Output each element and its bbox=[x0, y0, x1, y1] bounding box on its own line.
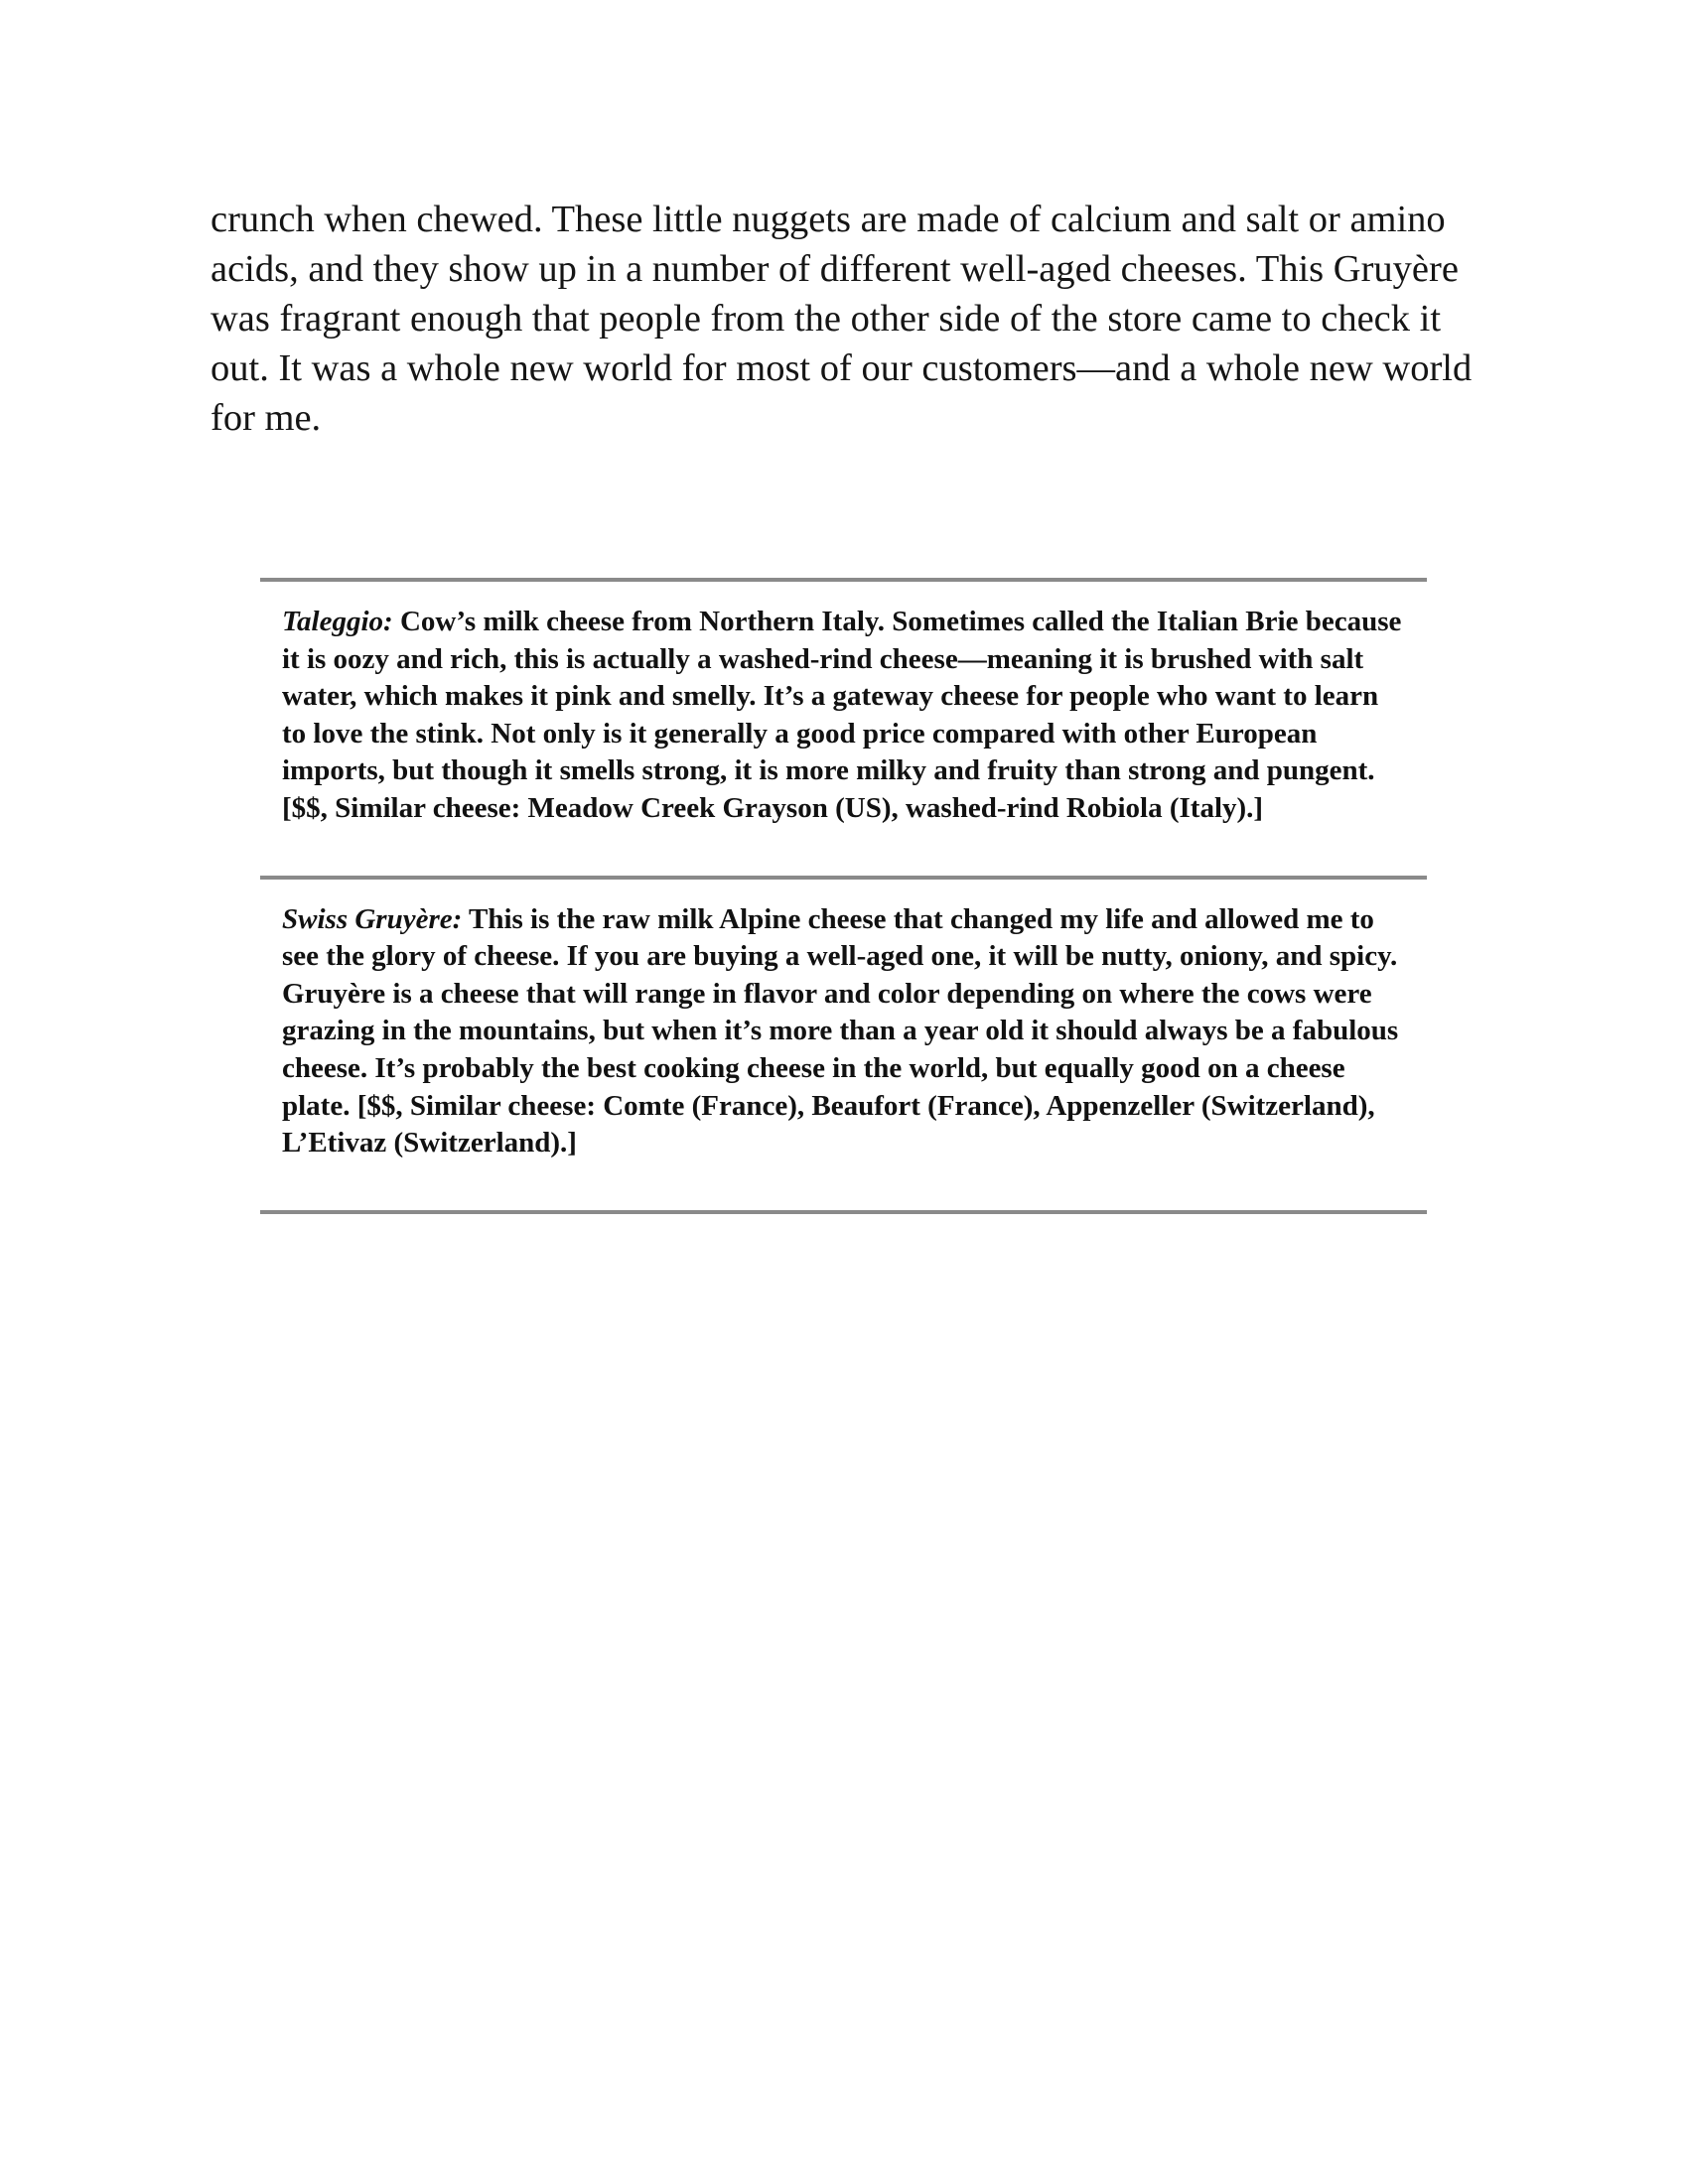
cheese-entry-taleggio bbox=[260, 582, 1427, 876]
sidebar-bottom-rule bbox=[260, 1210, 1427, 1214]
body-paragraph: crunch when chewed. These little nuggets are made of calcium and salt or amino acids, and they show up in a number of different well-aged cheeses. This Gruyère was fragrant enough that people from the other side of the store came to check it out. It was a whole new world for most of our customers—and a whole new world for me. bbox=[211, 199, 1473, 439]
cheese-name: Swiss Gruyère: bbox=[282, 902, 463, 935]
cheese-description: Cow’s milk cheese from Northern Italy. Sometimes called the Italian Brie because it is oozy and rich, this is actually a washed-rind cheese—meaning it is brushed with salt water, which makes it pink and smelly. It’s a gateway cheese for people who want to learn to love the stink. Not only is it generally a good price compared with other European imports, but though it smells strong, it is more milky and fruity than strong and pungent. [$$, Similar cheese: Meadow Creek Grayson (US), washed-rind Robiola (Italy).] bbox=[282, 606, 1402, 824]
cheese-sidebar bbox=[260, 578, 1427, 1214]
cheese-description: This is the raw milk Alpine cheese that changed my life and allowed me to see the glory of cheese. If you are buying a well-aged one, it will be nutty, oniony, and spicy. Gruyère is a cheese that will range in flavor and color depending on where the cows were grazing in the mountains, but when it’s more than a year old it should always be a fabulous cheese. It’s probably the best cooking cheese in the world, but equally good on a cheese plate. [$$, Similar cheese: Comte (France), Beaufort (France), Appenzeller (Switzerland), L’Etivaz (Switzerland).] bbox=[282, 902, 1399, 1160]
cheese-entry-swiss-gruyere bbox=[260, 880, 1427, 1210]
cheese-name: Taleggio: bbox=[282, 606, 393, 637]
